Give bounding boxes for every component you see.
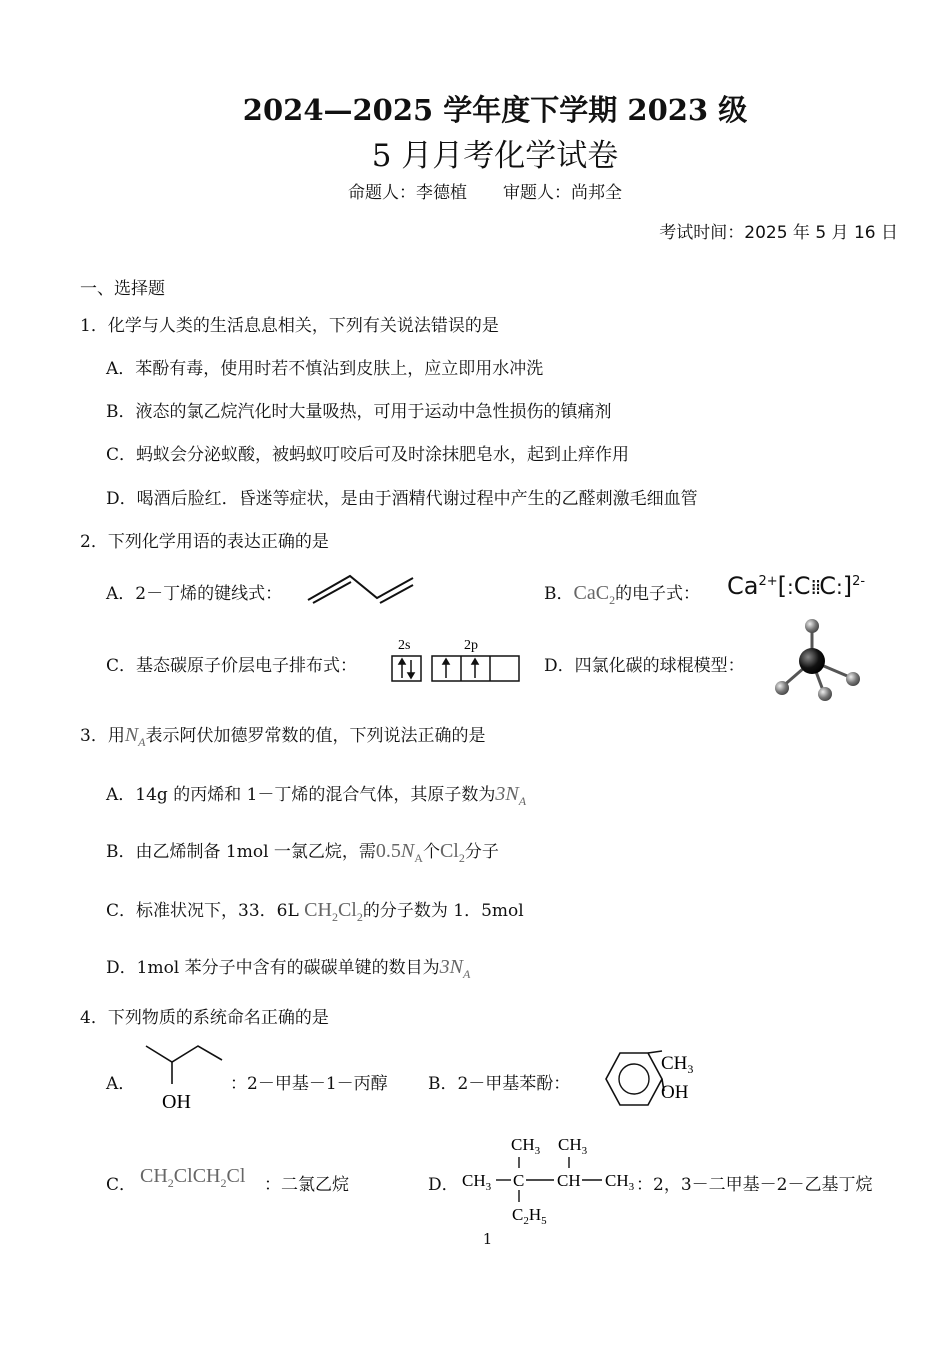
q1-option-b: B．液态的氯乙烷汽化时大量吸热，可用于运动中急性损伤的镇痛剂 <box>106 402 612 422</box>
left-methyl: $CH_3$ <box>462 1171 492 1193</box>
q4-option-a-name: ：2－甲基－1－丙醇 <box>230 1074 388 1094</box>
branched-alkane-structure <box>458 1128 658 1228</box>
2-butanol-skeletal <box>140 1040 230 1115</box>
oh-label: OH <box>162 1091 191 1113</box>
author: 命题人：李德植 <box>348 183 467 203</box>
q3-option-c: C．标准状况下，33．6L $CH_2Cl_2$的分子数为 1．5mol <box>106 899 524 924</box>
cac2-electron-formula: $Ca^{2+}[:C⁞⁞C:]^{2-}$ <box>727 572 866 600</box>
q4-option-d-label: D． <box>428 1175 459 1195</box>
q2-stem: 2．下列化学用语的表达正确的是 <box>80 532 329 552</box>
page-number: 1 <box>482 1230 493 1248</box>
carbon-1: C <box>793 572 811 600</box>
q2-option-d: D．四氯化碳的球棍模型： <box>544 656 745 676</box>
q1-option-d: D．喝酒后脸红．昏迷等症状，是由于酒精代谢过程中产生的乙醛刺激毛细血管 <box>106 489 698 509</box>
q2-option-b <box>544 579 700 608</box>
q1-stem: 1．化学与人类的生活息息相关，下列有关说法错误的是 <box>80 316 499 336</box>
right-methyl: $CH_3$ <box>605 1171 635 1193</box>
q4-stem: 4．下列物质的系统命名正确的是 <box>80 1008 329 1028</box>
ch2clch2cl-formula: $CH_2ClCH_2Cl$ <box>140 1165 246 1190</box>
q3-option-a: A．14g 的丙烯和 1－丁烯的混合气体，其原子数为$3N_A$ <box>106 783 527 808</box>
orbital-diagram <box>388 632 523 684</box>
q4-option-c-name: ：二氯乙烷 <box>264 1175 349 1195</box>
hydroxyl-label: OH <box>661 1082 689 1103</box>
title-line-2: 5 月月考化学试卷 <box>371 138 619 174</box>
q2-option-a: A．2－丁烯的键线式： <box>106 584 283 604</box>
q3-a-value: $3N_A$ <box>495 783 527 808</box>
title-line-1: 2024—2025 学年度下学期 2023 级 <box>242 93 748 127</box>
ch-group: CH <box>557 1171 581 1190</box>
quaternary-carbon: C <box>513 1171 525 1190</box>
orbital-2p-label: 2p <box>464 638 478 653</box>
na-symbol: $N_A$ <box>124 724 146 749</box>
q3-option-b: B．由乙烯制备 1mol 一氯乙烷，需$0.5N_A$个$Cl_2$分子 <box>106 840 499 865</box>
reviewer: 审题人：尚邦全 <box>503 183 622 203</box>
2-butene-skeletal-formula <box>305 570 415 606</box>
q3-option-d: D．1mol 苯分子中含有的碳碳单键的数目为$3N_A$ <box>106 956 471 981</box>
orbital-2s-label: 2s <box>398 638 411 653</box>
cac2-formula: CaC$_2$ <box>573 582 616 607</box>
q3-b-value: $0.5N_A$ <box>375 840 423 865</box>
q4-option-a-label: A． <box>106 1074 136 1094</box>
ethyl-group: $C_2H_5$ <box>512 1205 547 1227</box>
q1-option-a: A．苯酚有毒，使用时若不慎沾到皮肤上，应立即用水冲洗 <box>106 359 544 379</box>
q4-option-b-label: B．2－甲基苯酚： <box>428 1074 571 1094</box>
q3-stem: 3．用$N_A$表示阿伏加德罗常数的值，下列说法正确的是 <box>80 724 486 749</box>
top-methyl-2: $CH_3$ <box>558 1135 588 1157</box>
ca-charge: 2+ <box>758 574 778 589</box>
anion-charge: 2- <box>852 574 866 589</box>
ch2cl2-formula: $CH_2Cl_2$ <box>304 899 363 924</box>
q2-option-c: C．基态碳原子价层电子排布式： <box>106 656 358 676</box>
top-methyl-1: $CH_3$ <box>511 1135 541 1157</box>
q1-option-c: C．蚂蚁会分泌蚁酸，被蚂蚁叮咬后可及时涂抹肥皂水，起到止痒作用 <box>106 445 630 465</box>
q4-option-c-label: C． <box>106 1175 137 1195</box>
ca-ion: Ca <box>727 572 759 600</box>
q2-b-label: B． <box>544 584 574 604</box>
author-line <box>348 178 622 203</box>
carbon-2: C <box>819 572 837 600</box>
2-methylphenol-structure <box>584 1045 704 1115</box>
ccl4-ball-stick-model <box>768 615 868 705</box>
q4-option-d-name: ：2，3－二甲基－2－乙基丁烷 <box>636 1175 873 1195</box>
cl2-formula: $Cl_2$ <box>439 840 465 865</box>
q2-b-text: 的电子式： <box>615 584 701 604</box>
section-title: 一、选择题 <box>80 279 165 299</box>
q3-d-value: $3N_A$ <box>439 956 471 981</box>
methyl-label: $CH_3$ <box>661 1053 694 1076</box>
exam-time: 考试时间：2025 年 5 月 16 日 <box>659 223 898 243</box>
